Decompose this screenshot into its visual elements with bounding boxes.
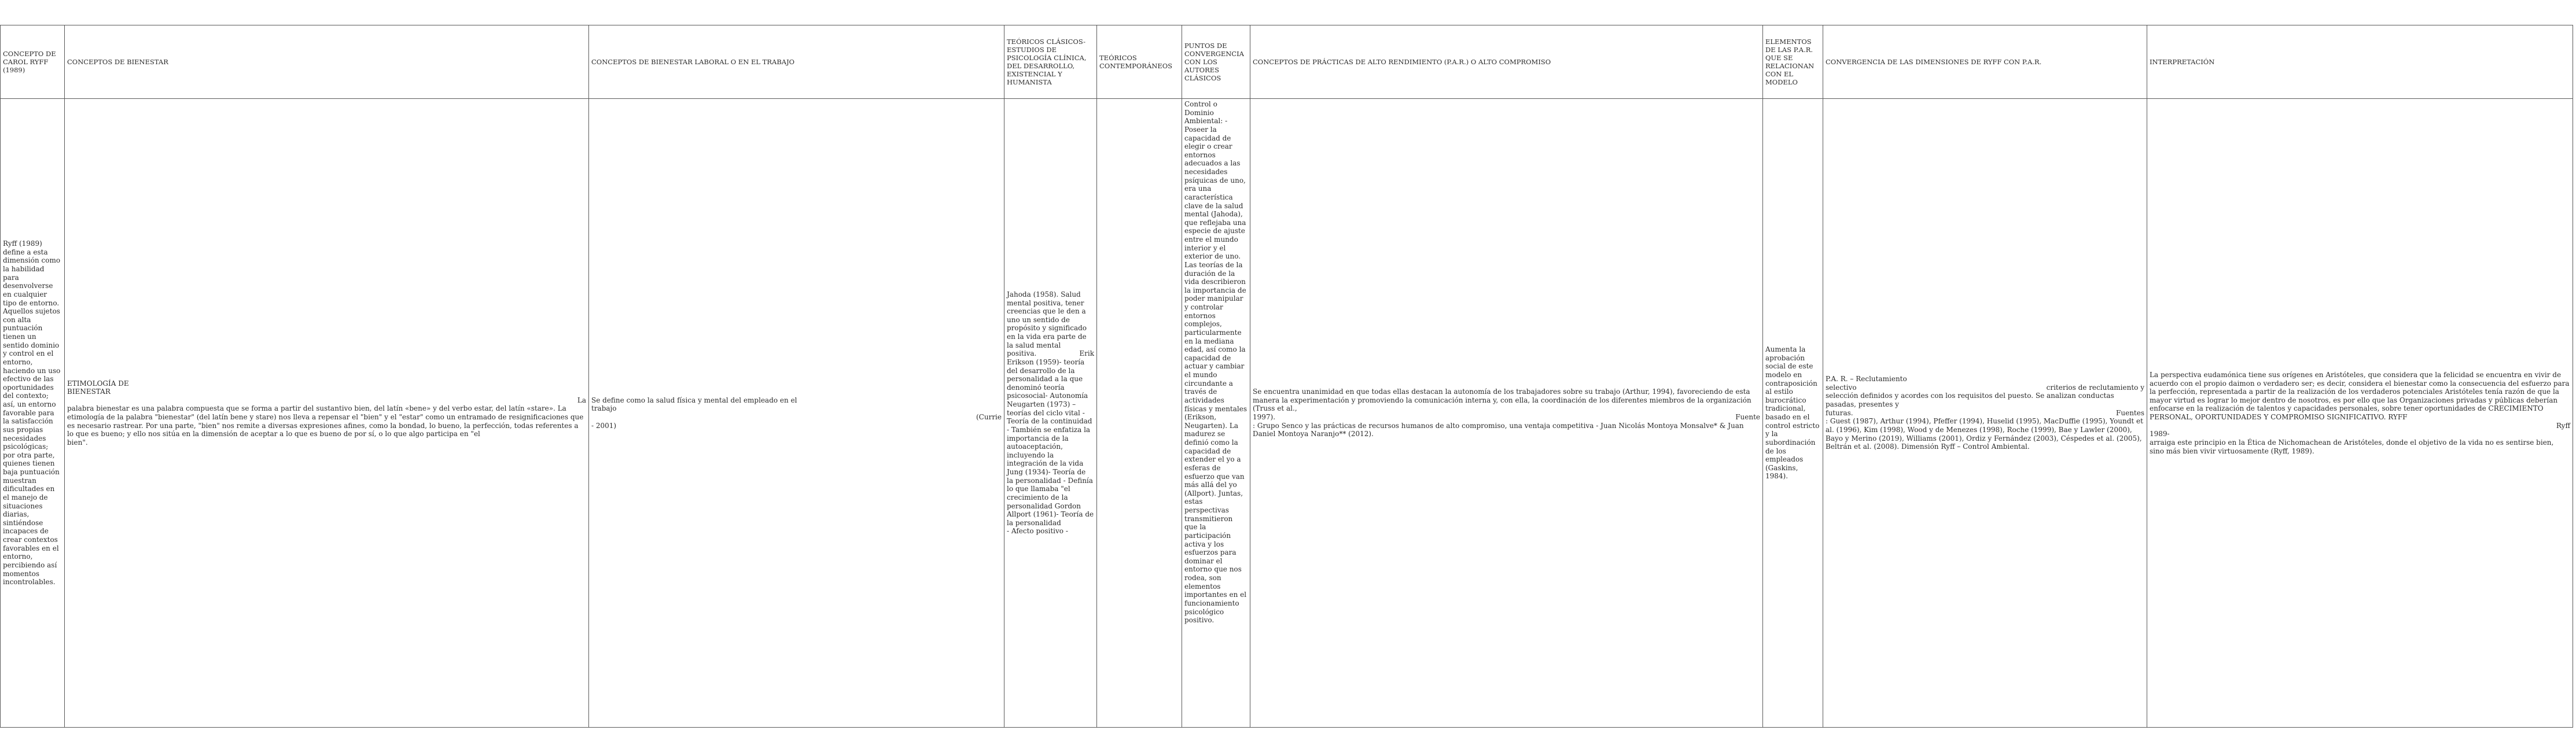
header-cell-par: CONCEPTOS DE PRÁCTICAS DE ALTO RENDIMIENTO (P.A.R.) O ALTO COMPROMISO: [1250, 25, 1763, 99]
cell-ryff: [1, 99, 65, 728]
dimensiones-futuras: futuras.: [1826, 408, 1853, 417]
laboral-cite: (Currie: [976, 413, 1002, 421]
matrix-sheet: [0, 25, 2573, 728]
elementos-text: Aumenta la aprobación social de este modelo en contraposición al estilo burocrático tradicional, basado en el control estricto y la subordinación de los empleados (Gaskins, 1984).: [1765, 345, 1820, 481]
header-cell-dimensiones: CONVERGENCIA DE LAS DIMENSIONES DE RYFF CON P.A.R.: [1823, 25, 2147, 99]
matrix-table: [0, 25, 2573, 728]
bienestar-body: palabra bienestar es una palabra compuesta que se forma a partir del sustantivo bien, del latín «bene» y del verbo estar, del latín «stare». La etimología de la palabra "bienestar" (del latín bene y stare) nos lleva a repensar el "bien" y el "estar" como un entramado de resignificaciones que es necesario rastrear. Por una parte, "bien" nos remite a diversas expresiones afines, como la bondad, lo bueno, la perfección, todas referentes a lo que es bueno; y ello nos sitúa en la dimensión de aceptar a lo que es bueno de por sí, o lo que algo participa en "el: [67, 404, 584, 438]
bienestar-la: La: [577, 396, 586, 404]
dimensiones-selectivo: selectivo: [1826, 383, 1857, 392]
ryff-definition: Ryff (1989) define a esta dimensión como la habilidad para desenvolverse en cualquier tipo de entorno. Aquellos sujetos con alta puntuación tienen un sentido dominio y control en el entorno, haciendo un uso efectivo de las oportunidades del contexto; así, un entorno favorable para la satisfacción sus propias necesidades psicológicas; por otra parte, quienes tienen baja puntuación muestran dificultades en el manejo de situaciones diarias, sintiéndose incapaces de crear contextos favorables en el entorno, percibiendo así momentos incontrolables.: [3, 239, 61, 587]
dimensiones-criterios: criterios de reclutamiento y: [2046, 383, 2144, 392]
cell-dimensiones: [1823, 99, 2147, 728]
dimensiones-refs: : Guest (1987), Arthur (1994), Pfeffer (1994), Huselid (1995), MacDuffie (1995), Youndt et al. (1996), Kim (1998), Wood y de Menezes (1998), Roche (1999), Bae y Lawler (2000), Bayo y Merino (2019), Williams (2001), Ordiz y Fernández (2003), Céspedes et al. (2005), Beltrán et al. (2008). Dimensión Ryff – Control Ambiental.: [1826, 417, 2143, 451]
laboral-body: Se define como la salud física y mental del empleado en el trabajo: [591, 396, 797, 413]
laboral-year: - 2001): [591, 421, 617, 430]
cell-laboral: [589, 99, 1004, 728]
header-cell-ryff: CONCEPTO DE CAROL RYFF (1989): [1, 25, 65, 99]
header-cell-elementos: ELEMENTOS DE LAS P.A.R. QUE SE RELACIONAN CON EL MODELO: [1763, 25, 1823, 99]
header-cell-convergencia: PUNTOS DE CONVERGENCIA CON LOS AUTORES CLÁSICOS: [1182, 25, 1250, 99]
header-row: [1, 25, 2573, 99]
clasicos-jahoda: Jahoda (1958). Salud mental positiva, tener creencias que le den a uno un sentido de propósito y significado en la vida era parte de la salud mental: [1007, 290, 1087, 349]
cell-convergencia: [1182, 99, 1250, 728]
cell-par: [1250, 99, 1763, 728]
bienestar-heading-1: ETIMOLOGÍA DE: [67, 379, 129, 388]
clasicos-erik: Erik: [1079, 349, 1094, 358]
dimensiones-line-3: selección definidos y acordes con los requisitos del puesto. Se analizan conductas pasadas, presentes y: [1826, 392, 2114, 409]
cell-contemporaneos: [1097, 99, 1182, 728]
cell-interpretacion: [2147, 99, 2573, 728]
par-fuente: Fuente: [1735, 413, 1760, 421]
header-cell-interpretacion: INTERPRETACIÓN: [2147, 25, 2573, 99]
interpretacion-body: La perspectiva eudamónica tiene sus orígenes en Aristóteles, que considera que la felicidad se encuentra en vivir de acuerdo con el propio daimon o verdadero ser; es decir, considera el bienestar como la consecuencia del esfuerzo para la perfección, representada a partir de la realización de los verdaderos potenciales Aristóteles tenía razón de que la mayor virtud es lograr lo mejor dentro de nosotros, es por ello que las Organizaciones privadas y públicas deberían enfocarse en la realización de talentos y capacidades personales, sobre tener oportunidades de CRECIMIENTO PERSONAL, OPORTUNIDADES Y COMPROMISO SIGNIFICATIVO. RYFF: [2150, 370, 2570, 421]
dimensiones-fuentes: Fuentes: [2116, 408, 2144, 417]
par-year: 1997).: [1253, 413, 1276, 421]
par-body: Se encuentra unanimidad en que todas ellas destacan la autonomía de los trabajadores sobre su trabajo (Arthur, 1994), favoreciendo de esta manera la experimentación y promoviendo la comunicación interna y, con ella, la coordinación de los diferentes miembros de la organización (Truss et al.,: [1253, 388, 1751, 413]
clasicos-erikson: Erikson (1959)- teoría del desarrollo de la personalidad a la que denominó teoría psicosocial- Autonomía Neugarten (1973) – teorías del ciclo vital - Teoría de la continuidad - También se enfatiza la importancia de la autoaceptación, incluyendo la integración de la vida Jung (1934)- Teoría de la personalidad - Definía lo que llamaba "el crecimiento de la personalidad Gordon Allport (1961)- Teoría de la personalidad: [1007, 357, 1094, 527]
header-cell-clasicos: TEÓRICOS CLÁSICOS- ESTUDIOS DE PSICOLOGÍA CLÍNICA, DEL DESARROLLO, EXISTENCIAL Y HUMANISTA: [1004, 25, 1097, 99]
cell-elementos: [1763, 99, 1823, 728]
convergencia-text: Control o Dominio Ambiental: - Poseer la capacidad de elegir o crear entornos adecuados a las necesidades psíquicas de uno, era una característica clave de la salud mental (Jahoda), que reflejaba una especie de ajuste entre el mundo interior y el exterior de uno. Las teorías de la duración de la vida describieron la importancia de poder manipular y controlar entornos complejos, particularmente en la mediana edad, así como la capacidad de actuar y cambiar el mundo circundante a través de actividades físicas y mentales (Erikson, Neugarten). La madurez se definió como la capacidad de extender el yo a esferas de esfuerzo que van más allá del yo (Allport). Juntas, estas perspectivas transmitieron que la participación activa y los esfuerzos para dominar el entorno que nos rodea, son elementos importantes en el funcionamiento psicológico positivo.: [1184, 100, 1247, 625]
content-row: [1, 99, 2573, 728]
dimensiones-line-1: P.A. R. – Reclutamiento: [1826, 375, 1907, 383]
header-cell-contemporaneos: TEÓRICOS CONTEMPORÁNEOS: [1097, 25, 1182, 99]
cell-clasicos: [1004, 99, 1097, 728]
clasicos-positiva: positiva.: [1007, 349, 1037, 358]
bienestar-heading-2: BIENESTAR: [67, 388, 111, 396]
interpretacion-year: 1989-: [2150, 430, 2170, 438]
cell-bienestar: [65, 99, 589, 728]
par-ref: : Grupo Senco y las prácticas de recursos humanos de alto compromiso, una ventaja competitiva - Juan Nicolás Montoya Monsalve* & Juan Daniel Montoya Naranjo** (2012).: [1253, 421, 1744, 438]
header-cell-bienestar: CONCEPTOS DE BIENESTAR: [65, 25, 589, 99]
interpretacion-tail: arraiga este principio en la Ética de Nichomachean de Aristóteles, donde el objetivo de la vida no es sentirse bien, sino más bien vivir virtuosamente (Ryff, 1989).: [2150, 438, 2554, 455]
header-cell-laboral: CONCEPTOS DE BIENESTAR LABORAL O EN EL TRABAJO: [589, 25, 1004, 99]
interpretacion-ryff: Ryff: [2556, 421, 2570, 430]
clasicos-afecto: - Afecto positivo -: [1007, 527, 1068, 536]
bienestar-tail: bien".: [67, 438, 88, 447]
